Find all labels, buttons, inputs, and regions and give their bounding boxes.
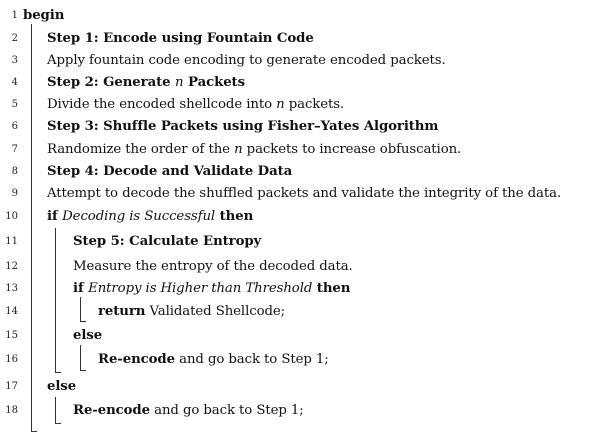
line-number: 13	[5, 283, 18, 294]
keyword-text: then	[312, 281, 351, 296]
line-text	[47, 115, 438, 139]
line-number: 18	[5, 405, 18, 416]
italic-text: n	[234, 142, 243, 157]
keyword-text: Step 1: Encode using Fountain Code	[47, 31, 314, 46]
keyword-text: Step 4: Decode and Validate Data	[47, 164, 293, 179]
line-number: 5	[11, 99, 18, 110]
line-number: 6	[11, 121, 18, 132]
line-number: 14	[5, 306, 18, 317]
plain-text: Randomize the order of the	[47, 142, 235, 157]
keyword-text: Packets	[183, 75, 245, 90]
block-scope-line	[55, 228, 56, 372]
keyword-text: Step 2: Generate	[47, 75, 176, 90]
line-number: 10	[5, 211, 18, 222]
algorithm-line	[0, 93, 614, 117]
algorithm-line	[0, 300, 614, 324]
block-scope-foot	[31, 431, 37, 432]
plain-text: packets to increase obfuscation.	[242, 142, 462, 157]
line-text	[47, 71, 245, 95]
line-text	[47, 27, 314, 51]
italic-text: n	[276, 97, 285, 112]
plain-text: Divide the encoded shellcode into	[47, 97, 277, 112]
algorithm-line	[0, 71, 614, 95]
line-text	[73, 277, 350, 301]
algorithm-line	[0, 160, 614, 184]
plain-text: Apply fountain code encoding to generate encoded packets.	[47, 53, 446, 68]
keyword-text: else	[73, 328, 103, 343]
keyword-text: Step 5: Calculate Entropy	[73, 234, 262, 249]
algorithm-line	[0, 138, 614, 162]
line-number: 12	[5, 261, 18, 272]
plain-text: packets.	[284, 97, 345, 112]
block-scope-foot	[80, 370, 86, 371]
algorithm-line	[0, 375, 614, 399]
line-text	[73, 230, 261, 254]
line-text	[23, 4, 64, 28]
keyword-text: Step 3: Shuffle Packets using Fisher–Yates Algorithm	[47, 119, 439, 134]
block-scope-foot	[55, 423, 61, 424]
algorithm-line	[0, 348, 614, 372]
line-text	[47, 205, 253, 229]
line-number: 9	[11, 188, 18, 199]
block-scope-foot	[80, 321, 86, 322]
line-number: 11	[5, 236, 18, 247]
algorithm-line	[0, 115, 614, 139]
algorithm-line	[0, 4, 614, 28]
line-text	[47, 93, 344, 117]
line-text	[98, 348, 329, 372]
keyword-text: then	[215, 209, 254, 224]
keyword-text: else	[47, 379, 77, 394]
line-text	[73, 324, 102, 348]
algorithm-line	[0, 324, 614, 348]
line-text	[73, 255, 353, 279]
plain-text: Attempt to decode the shuffled packets and validate the integrity of the data.	[47, 186, 562, 201]
italic-text: n	[175, 75, 184, 90]
keyword-text: Re-encode	[98, 352, 175, 367]
block-scope-foot	[55, 372, 61, 373]
plain-text: and go back to Step 1;	[174, 352, 329, 367]
line-number: 15	[5, 330, 18, 341]
plain-text: Measure the entropy of the decoded data.	[73, 259, 353, 274]
keyword-text: if	[47, 209, 63, 224]
plain-text: and go back to Step 1;	[149, 403, 304, 418]
algorithm-line	[0, 182, 614, 206]
line-text	[98, 300, 285, 324]
block-scope-line	[31, 24, 32, 431]
line-number: 7	[11, 144, 18, 155]
line-text	[47, 182, 561, 206]
line-text	[47, 375, 76, 399]
italic-text: Entropy is Higher than Threshold	[88, 281, 313, 296]
keyword-text: Re-encode	[73, 403, 150, 418]
algorithm-line	[0, 49, 614, 73]
algorithm-line	[0, 399, 614, 423]
plain-text: Validated Shellcode;	[145, 304, 286, 319]
block-scope-line	[80, 345, 81, 370]
keyword-text: return	[98, 304, 146, 319]
line-number: 17	[5, 381, 18, 392]
line-number: 8	[11, 166, 18, 177]
line-number: 16	[5, 354, 18, 365]
line-text	[47, 160, 292, 184]
line-number: 1	[11, 10, 18, 21]
algorithm-line	[0, 255, 614, 279]
line-number: 4	[11, 77, 18, 88]
line-text	[47, 138, 461, 162]
keyword-text: if	[73, 281, 89, 296]
algorithm-line	[0, 27, 614, 51]
line-number: 2	[11, 33, 18, 44]
block-scope-line	[55, 397, 56, 423]
keyword-text: begin	[23, 8, 65, 23]
algorithm-line	[0, 205, 614, 229]
line-text	[47, 49, 446, 73]
line-text	[73, 399, 304, 423]
block-scope-line	[80, 297, 81, 321]
algorithm-line	[0, 230, 614, 254]
italic-text: Decoding is Successful	[62, 209, 216, 224]
line-number: 3	[11, 55, 18, 66]
algorithm-line	[0, 277, 614, 301]
